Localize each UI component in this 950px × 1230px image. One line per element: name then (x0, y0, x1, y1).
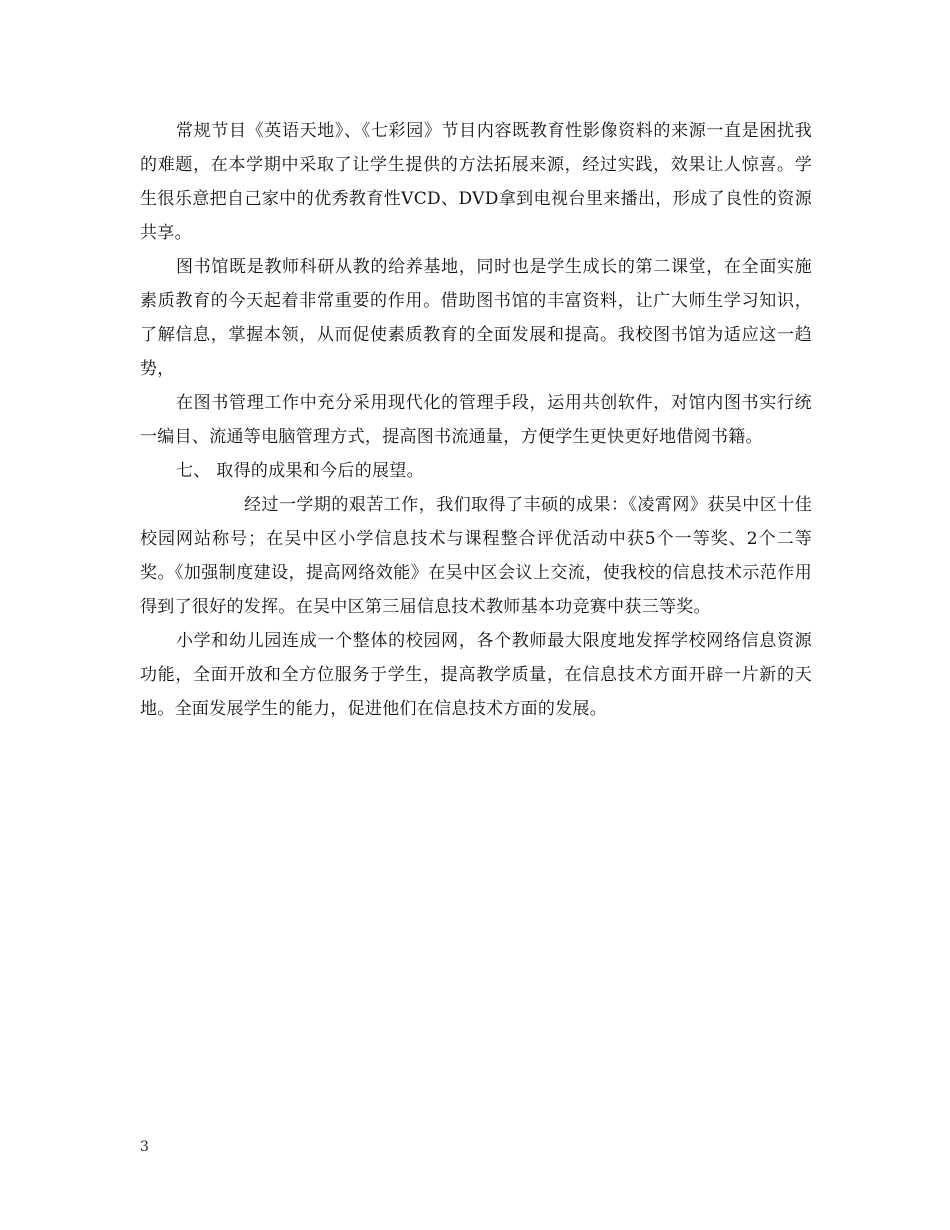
paragraph-campus-network: 小学和幼儿园连成一个整体的校园网，各个教师最大限度地发挥学校网络信息资源功能，全面开放和全方位服务于学生，提高教学质量，在信息技术方面开辟一片新的天地。全面发展学生的能力，促进他们在信息技术方面的发展。 (140, 631, 812, 719)
paragraph-media-resources: 常规节目《英语天地》、《七彩园》节目内容既教育性影像资料的来源一直是困扰我的难题，在本学期中采取了让学生提供的方法拓展来源，经过实践，效果让人惊喜。学生很乐意把自己家中的优秀教育性VCD、DVD拿到电视台里来播出，形成了良性的资源共享。 (140, 121, 812, 243)
page-number: 3 (140, 1139, 149, 1155)
paragraph-achievements: 经过一学期的艰苦工作，我们取得了丰硕的成果：《凌霄网》获吴中区十佳校园网站称号；在吴中区小学信息技术与课程整合评优活动中获5个一等奖、2个二等奖。《加强制度建设，提高网络效能》在吴中区会议上交流，使我校的信息技术示范作用得到了很好的发挥。在吴中区第三届信息技术教师基本功竞赛中获三等奖。 (140, 495, 812, 617)
document-body (140, 114, 812, 726)
paragraph-library-role: 图书馆既是教师科研从教的给养基地，同时也是学生成长的第二课堂，在全面实施素质教育的今天起着非常重要的作用。借助图书馆的丰富资料，让广大师生学习知识，了解信息，掌握本领，从而促使素质教育的全面发展和提高。我校图书馆为适应这一趋势， (140, 257, 812, 379)
paragraph-library-management: 在图书管理工作中充分采用现代化的管理手段，运用共创软件，对馆内图书实行统一编目、流通等电脑管理方式，提高图书流通量，方便学生更快更好地借阅书籍。 (140, 393, 812, 447)
section-heading-achievements: 七、 取得的成果和今后的展望。 (176, 461, 424, 481)
